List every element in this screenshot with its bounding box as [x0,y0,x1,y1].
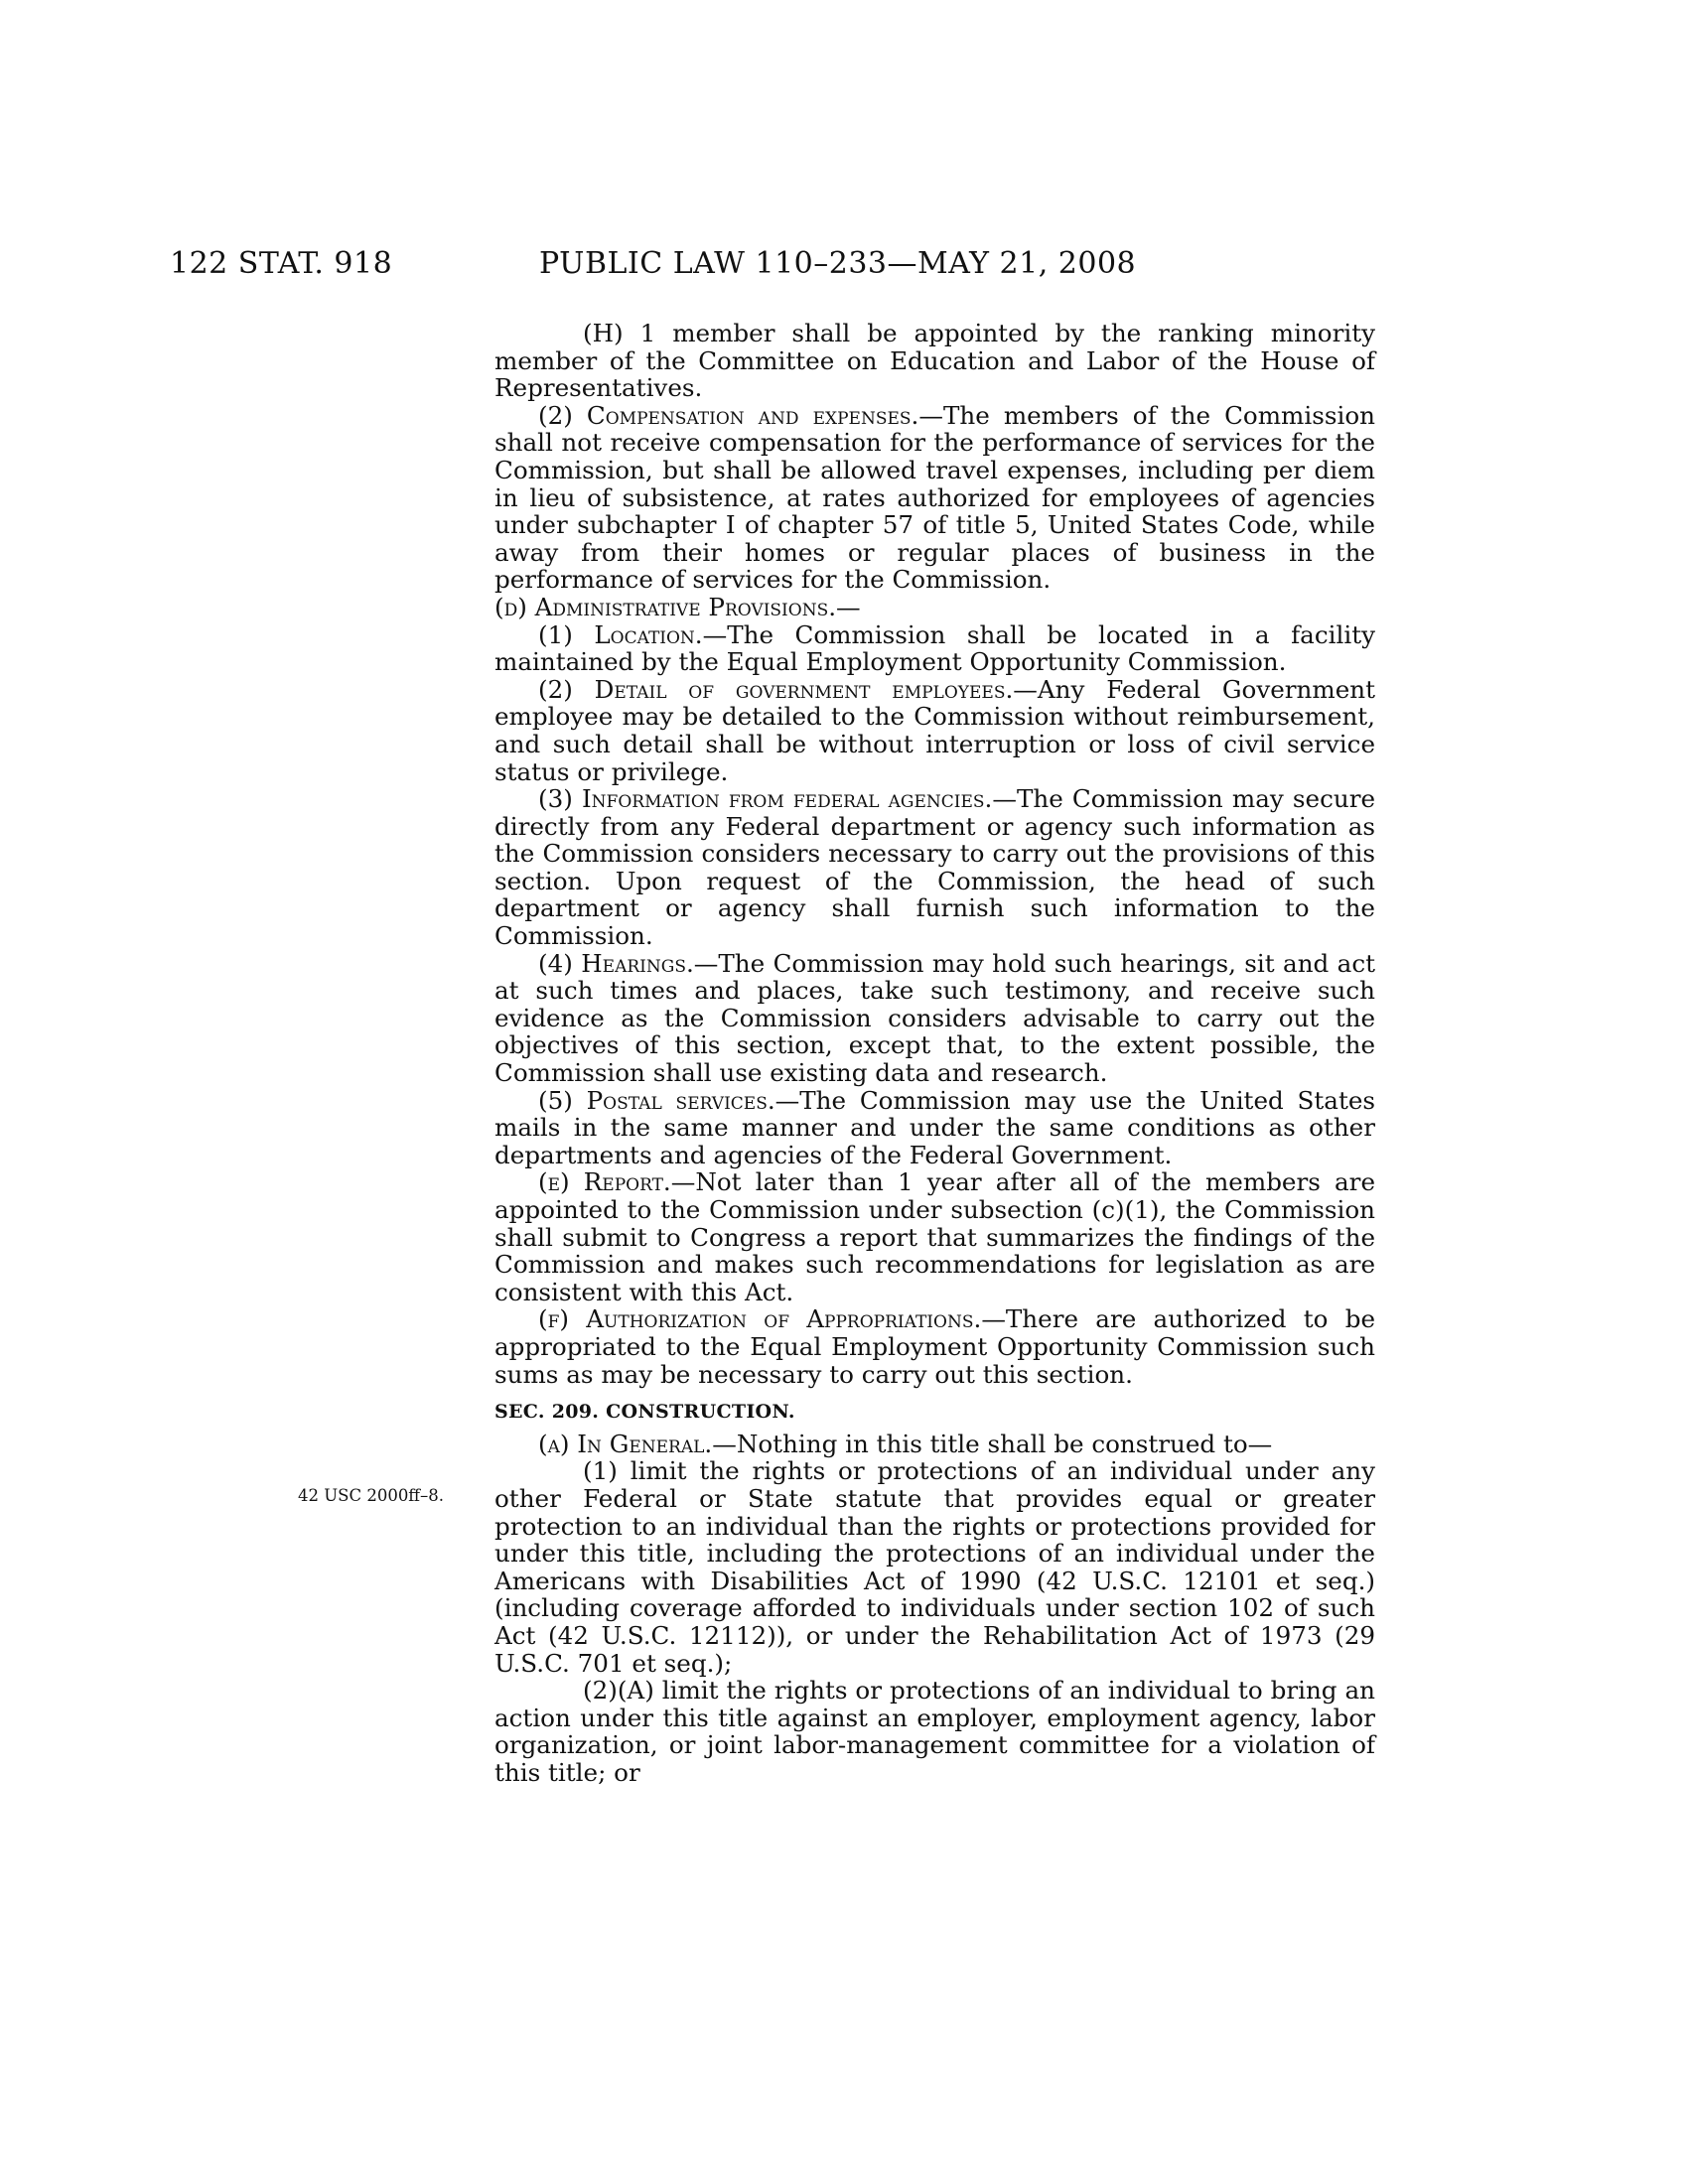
paragraph-hearings: (4) Hearings.—The Commission may hold such hearings, sit and act at such times and places, take such testimony, and receive such evidence as the Commission considers advisable to carry out the objectives of this section, except that, to the extent possible, the Commission shall use existing data and research. [494,948,1375,1088]
paragraph-heading: (2) Compensation and expenses. [538,400,919,430]
paragraph-report: (e) Report.—Not later than 1 year after all of the members are appointed to the Commission under subsection (c)(1), the Commission shall submit to Congress a report that summarizes the findings of the Commission and makes such recommendations for legislation as are consistent with this Act. [494,1167,1375,1306]
paragraph-limit-rights-1: (1) limit the rights or protections of an individual under any other Federal or State statute that provides equal or greater protection to an individual than the rights or protections provided for under this title, including the protections of an individual under the Americans with Disabilities Act of 1990 (42 U.S.C. 12101 et seq.) (including coverage afforded to individuals under section 102 of such Act (42 U.S.C. 12112)), or under the Rehabilitation Act of 1973 (29 U.S.C. 701 et seq.); [494,1456,1375,1678]
paragraph-heading: (4) Hearings. [538,948,694,978]
paragraph-heading: (5) Postal services. [538,1085,775,1115]
paragraph-information-agencies: (3) Information from federal agencies.—The Commission may secure directly from any Federal department or agency such information as the Commission considers necessary to carry out the provisions of this section. Upon request of the Commission, the head of such department or agency shall furnish such information to the Commission. [494,784,1375,951]
paragraph-heading: (f) Authorization of Appropriations. [538,1304,982,1334]
paragraph-location: (1) Location.—The Commission shall be located in a facility maintained by the Equal Employment Opportunity Commission. [494,619,1375,677]
paragraph-in-general: (a) In General.—Nothing in this title shall be construed to— [538,1429,1273,1458]
stat-reference: 122 STAT. 918 [170,246,393,281]
paragraph-heading: (1) Location. [538,619,703,649]
margin-citation: 42 USC 2000ff–8. [298,1486,445,1505]
paragraph-h-member: (H) 1 member shall be appointed by the ranking minority member of the Committee on Education and Labor of the House of Representatives. [494,319,1375,403]
paragraph-appropriations: (f) Authorization of Appropriations.—There are authorized to be appropriated to the Equal Employment Opportunity Commission such sums as may be necessary to carry out this section. [494,1304,1376,1389]
paragraph-compensation: (2) Compensation and expenses.—The members of the Commission shall not receive compensation for the performance of services for the Commission, but shall be allowed travel expenses, including per diem in lieu of subsistence, at rates authorized for employees of agencies under subchapter I of chapter 57 of title 5, United States Code, while away from their homes or regular places of business in the performance of services for the Commission. [494,400,1376,595]
body-text [494,320,1375,1786]
paragraph-heading: (a) In General. [538,1429,713,1458]
paragraph-heading: (d) Administrative Provisions. [494,592,837,621]
paragraph-heading: (2) Detail of government employees. [538,674,1014,704]
paragraph-detail-employees: (2) Detail of government employees.—Any Federal Government employee may be detailed to the Commission without reimbursement, and such detail shall be without interruption or loss of civil service status or privilege. [494,674,1375,786]
section-heading: SEC. 209. CONSTRUCTION. [494,1401,795,1424]
paragraph-heading: (3) Information from federal agencies. [538,784,993,814]
paragraph-postal-services: (5) Postal services.—The Commission may use the United States mails in the same manner and under the same conditions as other departments and agencies of the Federal Government. [494,1085,1375,1169]
paragraph-heading: (e) Report. [538,1167,671,1197]
page-header [0,246,1688,286]
paragraph-limit-rights-2a: (2)(A) limit the rights or protections of an individual to bring an action under this title against an employer, employment agency, labor organization, or joint labor-management committee for a violation of this title; or [494,1676,1375,1787]
paragraph-administrative-provisions: (d) Administrative Provisions.— [494,592,861,621]
running-title: PUBLIC LAW 110–233—MAY 21, 2008 [539,246,1137,281]
